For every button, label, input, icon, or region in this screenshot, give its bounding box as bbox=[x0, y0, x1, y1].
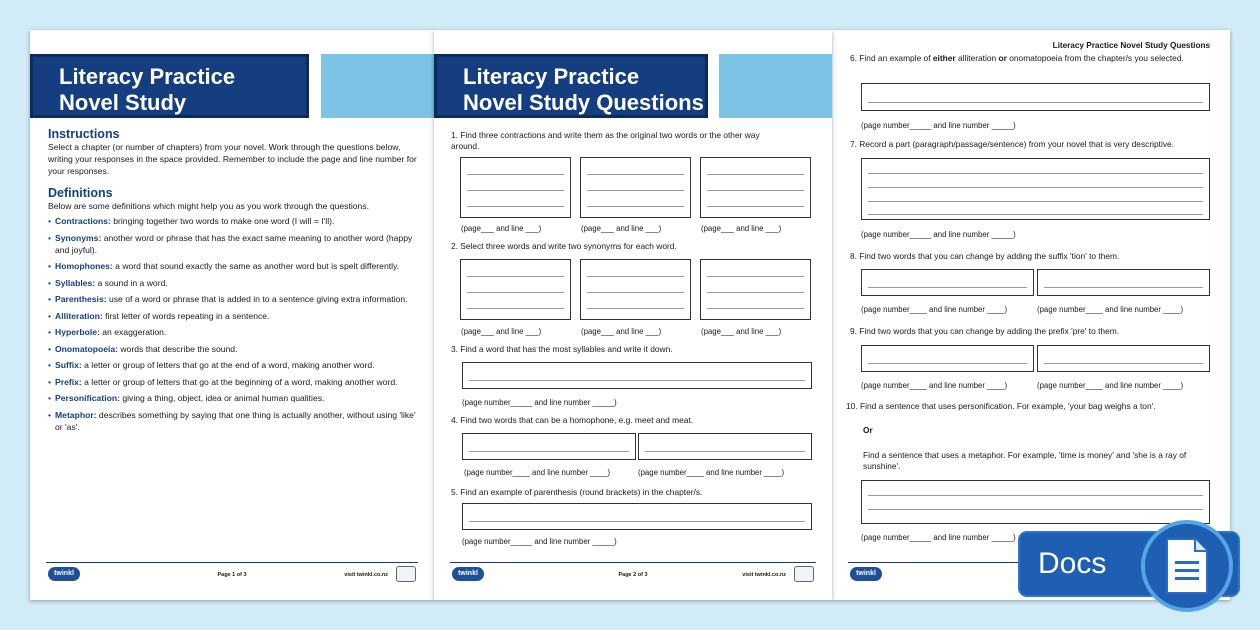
page-line-caption: (page number____ and line number ____) bbox=[861, 381, 1008, 390]
running-header: Literacy Practice Novel Study Questions bbox=[1052, 41, 1210, 50]
page-line-caption: (page number____ and line number ____) bbox=[1037, 305, 1184, 314]
page-line-caption: (page___ and line ___) bbox=[461, 327, 542, 336]
answer-box[interactable] bbox=[580, 157, 691, 218]
page-line-caption: (page number_____ and line number _____) bbox=[462, 537, 617, 546]
page-line-caption: (page number____ and line number ____) bbox=[1037, 381, 1184, 390]
answer-box[interactable] bbox=[462, 362, 812, 389]
answer-box[interactable] bbox=[861, 480, 1210, 524]
definition-item: • Suffix: a letter or group of letters that go at the end of a word, making another word. bbox=[48, 359, 418, 371]
visit-link[interactable]: visit twinkl.co.nz bbox=[344, 572, 388, 578]
definitions-heading: Definitions bbox=[48, 186, 113, 200]
worksheet-page-1 bbox=[30, 30, 434, 600]
answer-box[interactable] bbox=[580, 259, 691, 320]
worksheet-page-2 bbox=[434, 30, 832, 600]
visit-link[interactable]: visit twinkl.co.nz bbox=[742, 572, 786, 578]
answer-box[interactable] bbox=[861, 158, 1210, 220]
question-6: 6. Find an example of either alliteration or onomatopoeia from the chapter/s you selected. bbox=[850, 53, 1184, 63]
twinkl-logo: twinkl bbox=[850, 567, 882, 581]
question-1: 1. Find three contractions and write them as the original two words or the other way around. bbox=[451, 130, 760, 151]
page-line-caption: (page___ and line ___) bbox=[701, 327, 782, 336]
question-4: 4. Find two words that can be a homophone, e.g. meet and meat. bbox=[451, 415, 694, 425]
answer-box[interactable] bbox=[861, 345, 1034, 372]
question-10: 10. Find a sentence that uses personification. For example, 'your bag weighs a ton'. bbox=[846, 401, 1156, 411]
docs-label: Docs bbox=[1038, 547, 1107, 580]
page-line-caption: (page number____ and line number ____) bbox=[464, 468, 611, 477]
worksheet-page-3 bbox=[832, 30, 1230, 600]
curriculum-badge-icon bbox=[794, 566, 814, 582]
curriculum-badge-icon bbox=[396, 566, 416, 582]
answer-box[interactable] bbox=[1037, 345, 1210, 372]
page-line-caption: (page number_____ and line number _____) bbox=[861, 533, 1016, 542]
question-5: 5. Find an example of parenthesis (round brackets) in the chapter/s. bbox=[451, 487, 703, 497]
page-footer bbox=[450, 562, 816, 584]
answer-box[interactable] bbox=[700, 259, 811, 320]
question-3: 3. Find a word that has the most syllables and write it down. bbox=[451, 344, 673, 354]
page-line-caption: (page number_____ and line number _____) bbox=[861, 230, 1016, 239]
answer-box[interactable] bbox=[861, 83, 1210, 111]
page-line-caption: (page number____ and line number ____) bbox=[638, 468, 785, 477]
or-label: Or bbox=[863, 425, 873, 435]
question-8: 8. Find two words that you can change by adding the suffix 'tion' to them. bbox=[850, 251, 1120, 261]
page-line-caption: (page number____ and line number ____) bbox=[861, 305, 1008, 314]
definition-item: • Synonyms: another word or phrase that has the exact same meaning to another word (happy and joyful). bbox=[48, 232, 418, 256]
definitions-list bbox=[48, 215, 418, 433]
question-2: 2. Select three words and write two synonyms for each word. bbox=[451, 241, 677, 251]
page-line-caption: (page___ and line ___) bbox=[581, 224, 662, 233]
question-10-alt: Find a sentence that uses a metaphor. For example, 'time is money' and 'she is a ray of sunshine'. bbox=[863, 450, 1187, 471]
page-title: Literacy Practice Novel Study bbox=[30, 54, 309, 118]
answer-box[interactable] bbox=[460, 259, 571, 320]
page-footer bbox=[46, 562, 418, 584]
answer-box[interactable] bbox=[462, 503, 812, 530]
definitions-intro: Below are some definitions which might help you as you work through the questions. bbox=[48, 201, 370, 211]
definition-item: • Personification: giving a thing, object, idea or animal human qualities. bbox=[48, 392, 418, 404]
definition-item: • Prefix: a letter or group of letters that go at the beginning of a word, making another word. bbox=[48, 376, 418, 388]
answer-box[interactable] bbox=[861, 269, 1034, 296]
definition-item: • Metaphor: describes something by saying that one thing is actually another, without using 'like' or 'as'. bbox=[48, 409, 418, 433]
twinkl-logo: twinkl bbox=[452, 567, 484, 581]
answer-box[interactable] bbox=[700, 157, 811, 218]
page-line-caption: (page number_____ and line number _____) bbox=[462, 398, 617, 407]
question-7: 7. Record a part (paragraph/passage/sentence) from your novel that is very descriptive. bbox=[850, 139, 1174, 149]
page-number: Page 2 of 3 bbox=[618, 572, 648, 578]
title-accent-block bbox=[321, 54, 434, 118]
instructions-heading: Instructions bbox=[48, 127, 120, 141]
page-title: Literacy Practice Novel Study Questions bbox=[434, 54, 708, 118]
page-line-caption: (page___ and line ___) bbox=[461, 224, 542, 233]
answer-box[interactable] bbox=[1037, 269, 1210, 296]
instructions-text: Select a chapter (or number of chapters) from your novel. Work through the questions below, writing your responses in the space provided. Remember to include the page and line number for your responses. bbox=[48, 142, 417, 176]
definition-item: • Parenthesis: use of a word or phrase that is added in to a sentence giving extra information. bbox=[48, 293, 418, 305]
definition-item: • Hyperbole: an exaggeration. bbox=[48, 326, 418, 338]
answer-box[interactable] bbox=[460, 157, 571, 218]
definition-item: • Contractions: bringing together two words to make one word (I will = I'll). bbox=[48, 215, 418, 227]
answer-box[interactable] bbox=[462, 433, 636, 460]
definition-item: • Alliteration: first letter of words repeating in a sentence. bbox=[48, 310, 418, 322]
page-line-caption: (page number_____ and line number _____) bbox=[861, 121, 1016, 130]
instructions-section bbox=[48, 128, 418, 437]
page-line-caption: (page___ and line ___) bbox=[581, 327, 662, 336]
definition-item: • Homophones: a word that sound exactly the same as another word but is spelt differently. bbox=[48, 260, 418, 272]
title-accent-block bbox=[719, 54, 832, 118]
definition-item: • Syllables: a sound in a word. bbox=[48, 277, 418, 289]
page-line-caption: (page___ and line ___) bbox=[701, 224, 782, 233]
definition-item: • Onomatopoeia: words that describe the sound. bbox=[48, 343, 418, 355]
question-9: 9. Find two words that you can change by adding the prefix 'pre' to them. bbox=[850, 326, 1120, 336]
page-number: Page 1 of 3 bbox=[217, 572, 247, 578]
twinkl-logo: twinkl bbox=[48, 567, 80, 581]
document-icon bbox=[1141, 520, 1233, 612]
answer-box[interactable] bbox=[638, 433, 812, 460]
